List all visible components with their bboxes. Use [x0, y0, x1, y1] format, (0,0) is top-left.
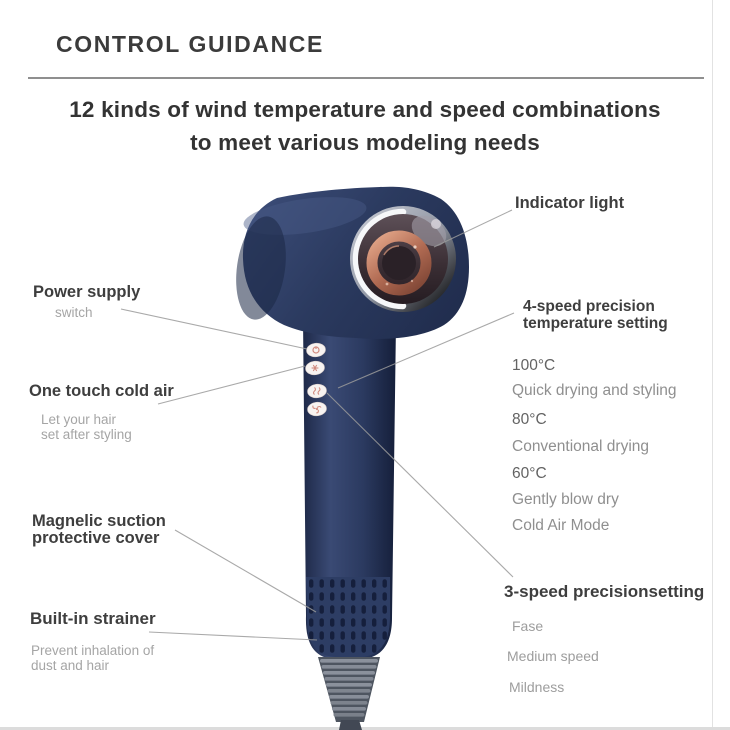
leader-line-one-touch: [158, 366, 305, 404]
label-strainer-sub1: Prevent inhalation of: [31, 643, 155, 658]
label-strainer-sub2: dust and hair: [31, 658, 110, 673]
label-temperature-setting-line1: 4-speed precision: [523, 298, 655, 315]
temp-item-quick-drying: Quick drying and styling: [512, 382, 677, 399]
temp-item-conventional: Conventional drying: [512, 438, 650, 455]
subtitle-line-2: to meet various modeling needs: [190, 130, 540, 155]
temp-item-gently: Gently blow dry: [512, 491, 619, 508]
label-indicator-light: Indicator light: [515, 194, 625, 212]
label-magnetic-cover-line1: Magnelic suction: [32, 512, 166, 530]
label-one-touch-sub1: Let your hair: [41, 412, 117, 427]
label-one-touch-sub2: set after styling: [41, 427, 132, 442]
speed-item-medium: Medium speed: [507, 648, 599, 664]
label-temperature-setting-line2: temperature setting: [523, 315, 668, 332]
speed-item-fase: Fase: [512, 618, 544, 634]
nozzle-ring: [350, 206, 456, 312]
temp-item-60c: 60°C: [512, 465, 547, 482]
temp-item-cold-air: Cold Air Mode: [512, 517, 610, 534]
label-magnetic-cover-line2: protective cover: [32, 529, 160, 547]
label-one-touch: One touch cold air: [29, 382, 174, 400]
title-divider: [28, 77, 704, 79]
subtitle-line-1: 12 kinds of wind temperature and speed combinations: [69, 97, 661, 122]
leader-line-magnetic-cover: [175, 530, 316, 612]
temp-item-100c: 100°C: [512, 357, 556, 374]
vent-grille: [306, 577, 390, 657]
page-title: CONTROL GUIDANCE: [56, 31, 324, 57]
cord-strain-relief: [318, 657, 380, 730]
label-speed-setting: 3-speed precisionsetting: [504, 582, 705, 601]
power-cord: [339, 720, 362, 730]
leader-line-strainer: [149, 632, 317, 640]
temp-item-80c: 80°C: [512, 411, 547, 428]
label-power-supply: Power supply: [33, 283, 141, 301]
label-strainer: Built-in strainer: [30, 609, 156, 628]
speed-item-mildness: Mildness: [509, 679, 565, 695]
label-power-supply-sub: switch: [55, 305, 93, 320]
